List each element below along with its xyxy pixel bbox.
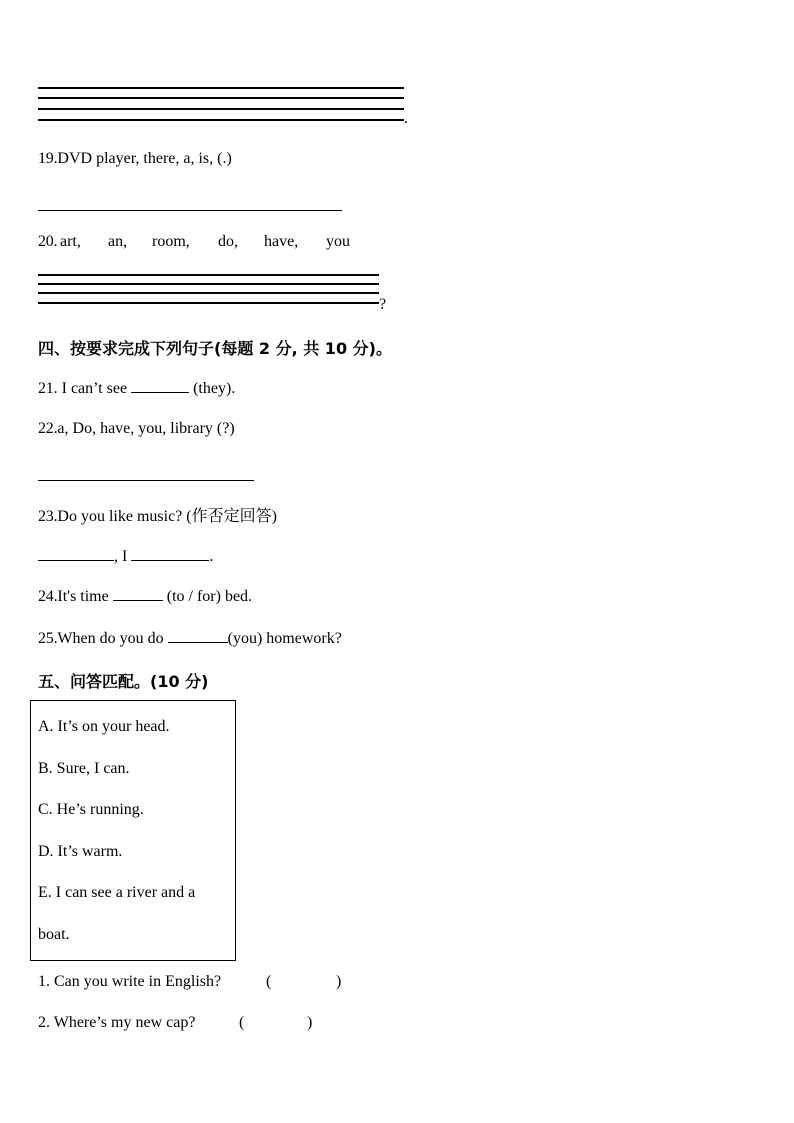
q21-question [38,378,235,398]
match-question-2 [38,1014,195,1032]
option-c: C. He’s running. [38,801,144,818]
q24-pre: It's time [57,588,113,605]
q21-pre: . I can’t see [53,380,132,397]
q23-question [38,503,277,526]
option-b: B. Sure, I can. [38,760,130,777]
q19-number: 19. [38,150,58,167]
q23-answer-end: . [209,548,214,565]
q25-number: 25. [38,630,58,647]
q20-word: art, [60,233,81,250]
q18-end-mark: . [404,110,408,127]
q20-question [38,233,368,253]
q24-question [38,586,252,606]
option-e-continued: boat. [38,926,70,943]
match-question-1-answer-slot[interactable] [280,973,332,993]
q18-answer-line-4 [38,119,404,121]
match-question-2-paren-close: ) [307,1014,313,1031]
q20-word: have, [264,233,299,250]
option-a: A. It’s on your head. [38,718,170,735]
q23-text: Do you like music? (作否定回答) [57,508,277,525]
q22-question [38,420,235,438]
match-question-1-text: 1. Can you write in English? [38,973,222,990]
q18-answer-line-3 [38,108,404,110]
q20-answer-line-4 [38,302,379,304]
q18-answer-line-1 [38,87,404,89]
q23-blank-1[interactable] [38,546,114,561]
match-question-2-text: 2. Where’s my new cap? [38,1014,196,1031]
q20-answer-line-2 [38,283,379,285]
q23-number: 23. [38,508,58,525]
match-question-2-answer-slot[interactable] [253,1014,303,1034]
q20-end-mark: ? [379,296,387,313]
q22-answer-line[interactable] [38,480,254,481]
q20-answer-line-1 [38,274,379,276]
q25-blank[interactable] [168,628,228,643]
q24-blank[interactable] [113,586,163,601]
q20-answer-line-3 [38,292,379,294]
q25-post: (you) homework? [227,630,342,647]
match-question-1-paren-open: ( [266,973,272,990]
q21-number: 21 [38,380,54,397]
q25-pre: When do you do [57,630,168,647]
match-question-1 [38,973,221,991]
q21-post: (they). [189,380,236,397]
q25-question [38,628,342,648]
match-question-1-paren-close: ) [336,973,342,990]
q24-post: (to / for) bed. [162,588,253,605]
q19-question [38,150,232,168]
q20-number: 20. [38,233,58,250]
q20-word: an, [108,233,128,250]
q20-word: you [326,233,350,250]
match-question-2-paren-open: ( [239,1014,245,1031]
answer-options-box [30,700,236,961]
q23-answer [38,546,213,566]
q21-blank[interactable] [131,378,189,393]
q19-answer-line[interactable] [38,210,342,211]
q22-number: 22. [38,420,58,437]
q23-blank-2[interactable] [131,546,209,561]
section4-heading: 四、按要求完成下列句子(每题 2 分, 共 10 分)。 [38,339,392,358]
q19-text: DVD player, there, a, is, (.) [57,150,232,167]
q20-word: do, [218,233,238,250]
option-d: D. It’s warm. [38,843,123,860]
q20-word: room, [152,233,190,250]
option-e: E. I can see a river and a [38,884,196,901]
section5-heading: 五、问答匹配。(10 分) [38,672,209,691]
q22-text: a, Do, have, you, library (?) [57,420,235,437]
q23-answer-mid: , I [114,548,132,565]
q24-number: 24. [38,588,58,605]
q18-answer-line-2 [38,97,404,99]
